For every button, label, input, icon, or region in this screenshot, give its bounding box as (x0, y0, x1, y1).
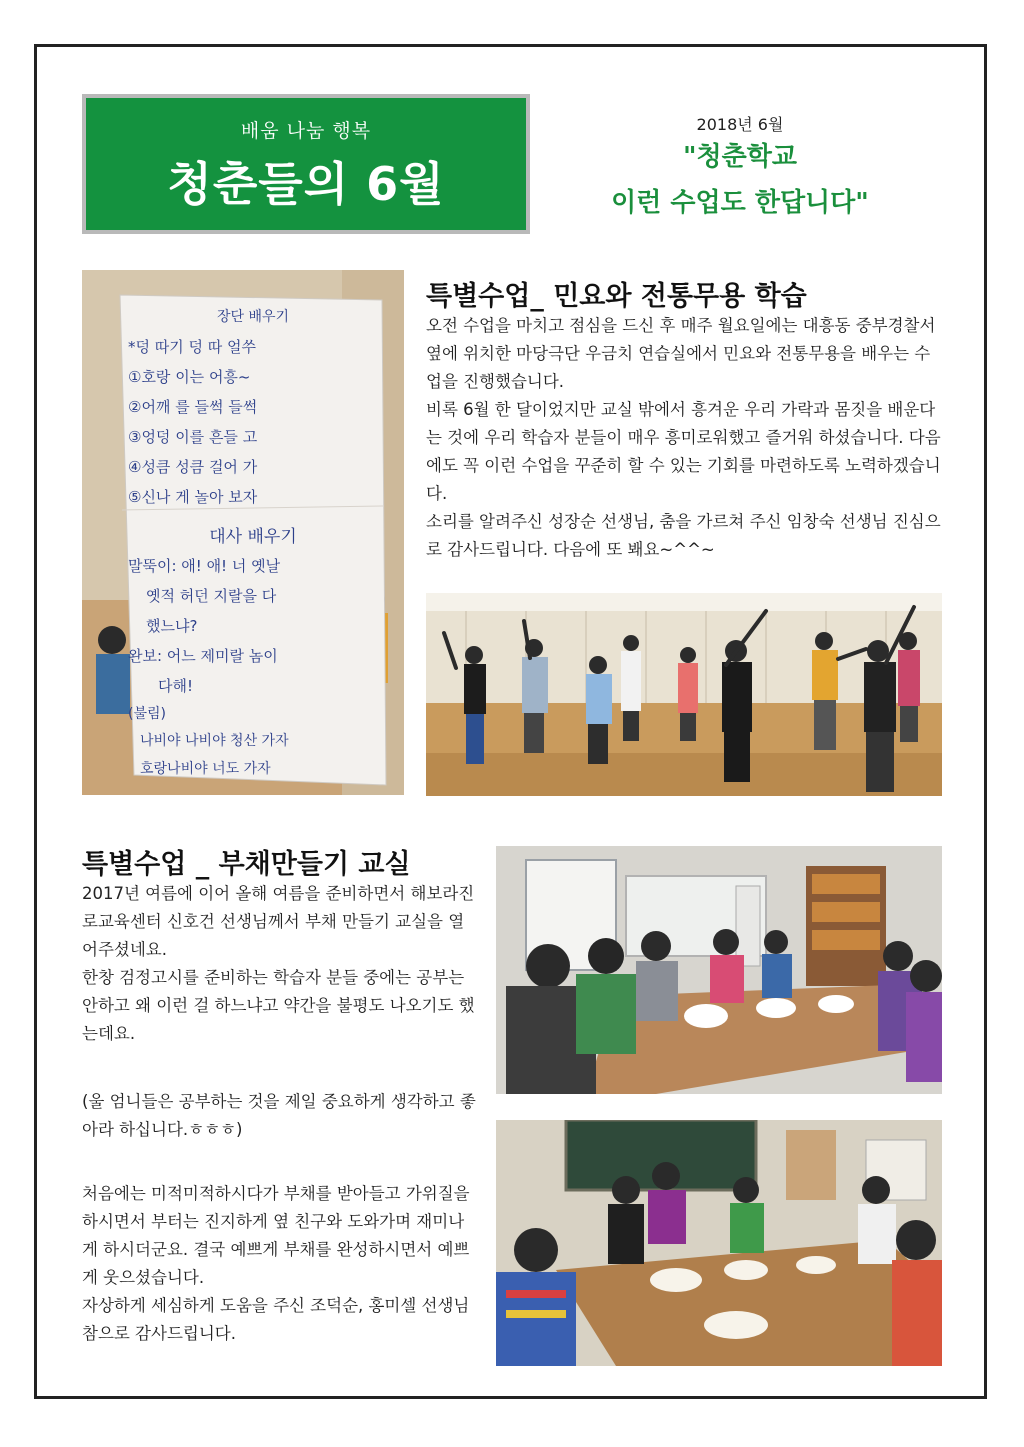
section-1-paragraph: 소리를 알려주신 성장순 선생님, 춤을 가르쳐 주신 임창숙 선생님 진심으로 감사드립니다. 다음에 또 봬요~^^~ (426, 512, 941, 559)
poster-line: 했느냐? (146, 617, 198, 635)
tagline-line-2: 이런 수업도 한답니다" (611, 188, 869, 218)
poster-line: ②어깨 를 들썩 들썩 (128, 398, 258, 416)
section-1-paragraph: 비록 6월 한 달이었지만 교실 밖에서 흥겨운 우리 가락과 몸짓을 배운다는 것에 우리 학습자 분들이 매우 흥미로워했고 즐거워 하셨습니다. 다음에도 꼭 이런 수업을 꾸준히 할 수 있는 기회를 마련하도록 노력하겠습니다. (426, 400, 941, 503)
section-2-paragraph: 처음에는 미적미적하시다가 부채를 받아들고 가위질을 하시면서 부터는 진지하게 옆 친구와 도와가며 재미나게 하시더군요. 결국 예쁘게 부채를 완성하시면서 예쁘게 웃으셨습니다. (82, 1184, 470, 1287)
poster-text (128, 306, 378, 783)
banner-subtitle: 배움 나눔 행복 (240, 120, 372, 142)
poster-line: ④성큼 성큼 걸어 가 (128, 458, 258, 476)
fan-class-photo-2 (496, 1120, 942, 1366)
section-2-body (82, 880, 476, 1348)
section-1-body (426, 312, 942, 564)
tagline (600, 134, 880, 226)
fan-class-photo-1 (496, 846, 942, 1094)
dance-class-photo-graphic (426, 593, 942, 796)
poster-title: 장단 배우기 (216, 309, 290, 325)
banner-title: 청춘들의 6월 (167, 157, 445, 211)
poster-line: ⑤신나 게 놀아 보자 (128, 488, 258, 506)
section-1-heading: 특별수업_ 민요와 전통무용 학습 (426, 281, 807, 312)
fan-class-photo-1-graphic (496, 846, 942, 1094)
poster-line: 말뚝이: 애! 애! 너 옛날 (128, 557, 281, 575)
dance-class-photo (426, 593, 942, 796)
section-2-paragraph: (울 엄니들은 공부하는 것을 제일 중요하게 생각하고 좋아라 하십니다.ㅎㅎㅎ) (82, 1092, 476, 1139)
poster-line: 다해! (158, 677, 193, 695)
section-2-paragraph: 2017년 여름에 이어 올해 여름을 준비하면서 해보라진로교육센터 신호건 선생님께서 부채 만들기 교실을 열어주셨네요. (82, 884, 475, 959)
poster-title-2: 대사 배우기 (209, 527, 297, 547)
section-2-paragraph: 한창 검정고시를 준비하는 학습자 분들 중에는 공부는 안하고 왜 이런 걸 하느냐고 약간을 불평도 나오기도 했는데요. (82, 968, 475, 1043)
poster-line: 옛적 허던 지랄을 다 (146, 587, 277, 605)
poster-line: 호랑나비야 너도 가자 (140, 761, 271, 777)
section-1-paragraph: 오전 수업을 마치고 점심을 드신 후 매주 월요일에는 대흥동 중부경찰서 옆에 위치한 마당극단 우금치 연습실에서 민요와 전통무용을 배우는 수업을 진행했습니다. (426, 316, 936, 391)
issue-date: 2018년 6월 (696, 115, 784, 134)
poster-line: 완보: 어느 제미랄 놈이 (128, 647, 278, 665)
paragraph-gap (82, 1048, 476, 1076)
poster-line: 나비야 나비야 청산 가자 (140, 733, 289, 749)
poster-line: ①호랑 이는 어흥~ (128, 368, 251, 386)
tagline-line-1: "청춘학교 (682, 142, 797, 172)
poster-line: (불림) (128, 706, 166, 722)
poster-line: *덩 따기 덩 따 얼쑤 (128, 338, 257, 356)
paragraph-gap (82, 1144, 476, 1172)
poster-photo (82, 270, 404, 795)
fan-class-photo-2-graphic (496, 1120, 942, 1366)
section-2-heading: 특별수업 _ 부채만들기 교실 (82, 849, 411, 880)
section-2-paragraph: 자상하게 세심하게 도움을 주신 조덕순, 홍미셀 선생님 참으로 감사드립니다. (82, 1296, 470, 1343)
title-banner (82, 94, 530, 234)
poster-line: ③엉덩 이를 흔들 고 (128, 428, 258, 446)
